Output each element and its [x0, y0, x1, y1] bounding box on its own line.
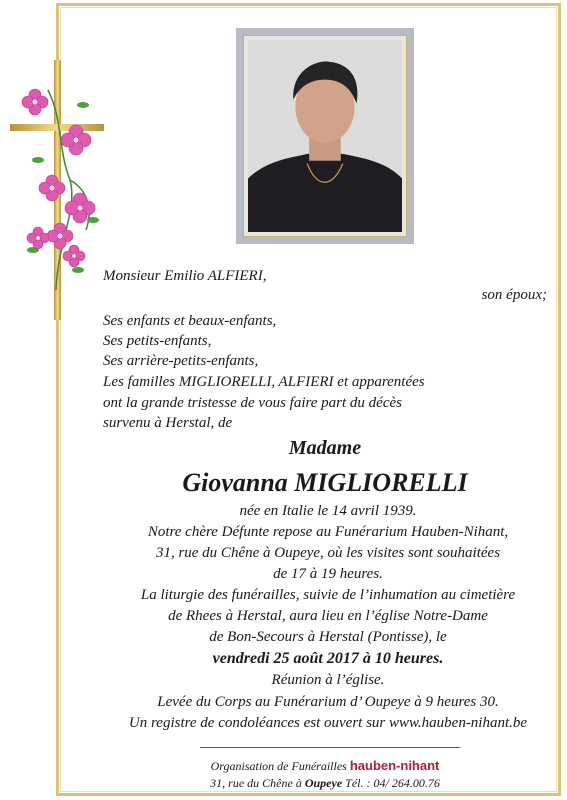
footer-org: [150, 758, 500, 774]
body-line: de Bon-Secours à Herstal (Pontisse), le: [209, 629, 447, 645]
spouse-role: son époux;: [481, 287, 547, 303]
portrait-frame: [236, 28, 414, 244]
family-line: survenu à Herstal, de: [103, 415, 233, 431]
family-line: Ses enfants et beaux-enfants,: [103, 313, 277, 329]
closing-line: Un registre de condoléances est ouvert sur www.hauben-nihant.be: [128, 715, 528, 731]
spouse-name: Monsieur Emilio ALFIERI,: [103, 268, 267, 284]
footer-phone: Tél. : 04/ 264.00.76: [345, 776, 440, 790]
footer-address-prefix: 31, rue du Chêne à: [210, 776, 302, 790]
closing-line: Réunion à l’église.: [271, 672, 385, 688]
portrait-photo: [248, 40, 402, 232]
cross-with-flowers-icon: [8, 60, 108, 320]
body-line: Notre chère Défunte repose au Funérarium Hauben-Nihant,: [147, 524, 509, 540]
body-line: La liturgie des funérailles, suivie de l’inhumation au cimetière: [140, 587, 516, 603]
body-line: 31, rue du Chêne à Oupeye, où les visites sont souhaitées: [155, 545, 501, 561]
footer-org-prefix: Organisation de Funérailles: [210, 759, 347, 773]
family-line: Les familles MIGLIORELLI, ALFIERI et apparentées: [103, 374, 425, 390]
footer-divider: [200, 747, 460, 748]
family-line: Ses arrière-petits-enfants,: [103, 353, 259, 369]
brand-name: hauben-nihant: [349, 758, 440, 773]
footer-address: [150, 776, 500, 791]
family-line: ont la grande tristesse de vous faire part du décès: [103, 395, 402, 411]
footer-town: Oupeye: [304, 776, 343, 790]
body-line: de 17 à 19 heures.: [273, 566, 383, 582]
deceased-name: Giovanna MIGLIORELLI: [182, 468, 468, 497]
family-line: Ses petits-enfants,: [103, 333, 212, 349]
body-line: de Rhees à Herstal, aura lieu en l’église Notre-Dame: [168, 608, 488, 624]
closing-line: Levée du Corps au Funérarium d’ Oupeye à 9 heures 30.: [157, 694, 499, 710]
ceremony-date: vendredi 25 août 2017 à 10 heures.: [212, 650, 444, 667]
birth-line: née en Italie le 14 avril 1939.: [239, 503, 417, 519]
deceased-title: Madame: [288, 437, 362, 459]
